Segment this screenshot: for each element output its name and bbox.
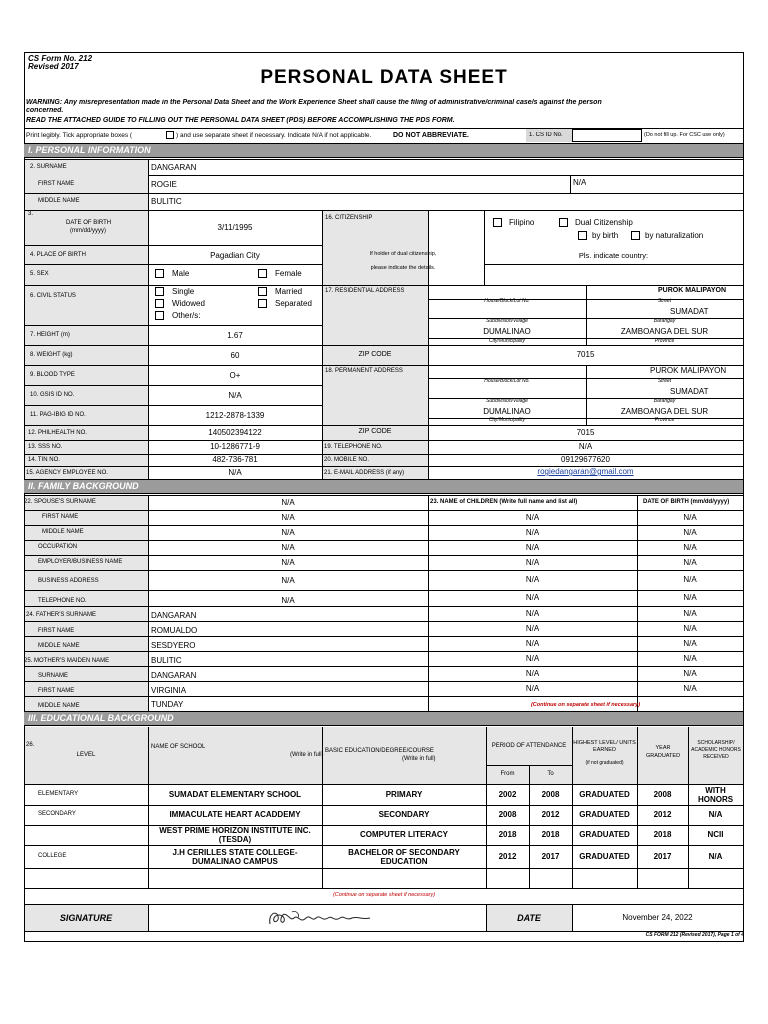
dob-label: DATE OF BIRTH: [66, 220, 112, 226]
res-house-caption: House/Block/Lot No.: [484, 298, 530, 304]
edu-school-field[interactable]: J.H CERILLES STATE COLLEGE-: [172, 848, 298, 857]
warning-text-2: concerned.: [26, 107, 64, 114]
perm-sub-caption: Subdivision/Village: [486, 398, 528, 404]
edu-to-field[interactable]: 2017: [541, 852, 560, 861]
dual-note-2: please indicate the details.: [370, 265, 436, 271]
edu-year-header: YEAR GRADUATED: [645, 745, 681, 759]
res-zip-field[interactable]: 7015: [576, 350, 595, 359]
spouse-surname-label: 22. SPOUSE'S SURNAME: [24, 499, 96, 505]
civil-widowed-checkbox[interactable]: [155, 299, 164, 308]
edu-honors-field[interactable]: N/A: [708, 810, 723, 819]
section-education-header: [24, 711, 743, 726]
child-dob-field[interactable]: N/A: [683, 593, 697, 602]
height-field[interactable]: 1.67: [227, 331, 243, 340]
gsis-field[interactable]: N/A: [228, 391, 242, 400]
spouse-surname-field[interactable]: N/A: [281, 498, 295, 507]
child-dob-field[interactable]: N/A: [683, 575, 697, 584]
child-name-field[interactable]: N/A: [525, 654, 540, 663]
edu-school-field-line2[interactable]: (TESDA): [218, 835, 252, 844]
res-sub-caption: Subdivision/Village: [486, 318, 528, 324]
form-revised: Revised 2017: [28, 62, 79, 71]
child-name-field[interactable]: N/A: [525, 593, 540, 602]
civil-married-label: Married: [275, 287, 303, 296]
perm-subdivision-field[interactable]: SUMADAT: [670, 387, 709, 396]
edu-course-header-2: (Write in full): [402, 756, 436, 762]
height-label: 7. HEIGHT (m): [30, 332, 70, 338]
mother-first-label: FIRST NAME: [38, 688, 75, 694]
edu-honors-field[interactable]: N/A: [708, 852, 723, 861]
father-middle-label: MIDDLE NAME: [38, 643, 80, 649]
mother-surname-field[interactable]: DANGARAN: [151, 671, 197, 680]
dob-field[interactable]: 3/11/1995: [217, 223, 253, 232]
sss-label: 13. SSS NO.: [28, 444, 63, 450]
father-first-label: FIRST NAME: [38, 628, 75, 634]
mother-first-field[interactable]: VIRGINIA: [151, 686, 187, 695]
child-name-field[interactable]: N/A: [525, 558, 540, 567]
perm-brgy-caption: Barangay: [653, 398, 676, 404]
dob-number: 3.: [28, 211, 34, 217]
edu-course-field[interactable]: BACHELOR OF SECONDARY: [348, 848, 460, 857]
perm-city-caption: City/Municipality: [488, 417, 526, 423]
res-zip-label: ZIP CODE: [358, 351, 392, 358]
name-extension-field[interactable]: N/A: [573, 178, 587, 187]
signature-label: SIGNATURE: [59, 913, 113, 923]
dual-note-1: If holder of dual citizenship,: [369, 251, 437, 257]
edu-to-field[interactable]: 2008: [541, 790, 560, 799]
tin-label: 14. TIN NO.: [28, 457, 60, 463]
res-city-caption: City/Municipality: [488, 338, 526, 344]
edu-from-header: From: [500, 771, 515, 777]
weight-field[interactable]: 60: [230, 351, 240, 360]
citizenship-label: 16. CITIZENSHIP: [325, 215, 373, 221]
civil-separated-label: Separated: [275, 299, 312, 308]
permanent-address-label: 18. PERMANENT ADDRESS: [325, 368, 403, 374]
child-name-field[interactable]: N/A: [525, 543, 540, 552]
edu-honors-field[interactable]: NCII: [707, 830, 724, 839]
edu-school-field[interactable]: SUMADAT ELEMENTARY SCHOOL: [168, 790, 302, 799]
res-province-caption: Province: [654, 338, 675, 344]
sex-label: 5. SEX: [30, 271, 49, 277]
edu-year-field[interactable]: 2018: [653, 830, 672, 839]
res-brgy-caption: Barangay: [653, 318, 676, 324]
warning-text: WARNING: Any misrepresentation made in the Personal Data Sheet and the Work Experience Sheet shall cause the filing of administrative/criminal case/s against the person: [26, 99, 602, 106]
edu-units-field[interactable]: GRADUATED: [579, 790, 630, 799]
edu-year-field[interactable]: 2017: [653, 852, 672, 861]
country-select[interactable]: [485, 265, 743, 284]
country-label: Pls. indicate country:: [578, 251, 649, 260]
surname-label: 2. SURNAME: [30, 164, 67, 170]
perm-zip-field[interactable]: 7015: [576, 428, 595, 437]
blood-type-label: 9. BLOOD TYPE: [30, 372, 75, 378]
perm-house-field[interactable]: PUROK MALIPAYON: [650, 366, 727, 375]
child-name-field[interactable]: N/A: [525, 528, 540, 537]
email-label: 21. E-MAIL ADDRESS (if any): [324, 470, 405, 476]
father-middle-field[interactable]: SESDYERO: [151, 641, 196, 650]
first-name-field[interactable]: ROGIE: [151, 180, 177, 189]
edu-number: 26.: [26, 742, 35, 748]
pob-field[interactable]: Pagadian City: [210, 251, 260, 260]
edu-to-field[interactable]: 2012: [541, 810, 560, 819]
edu-units-header: HIGHEST LEVEL/ UNITS EARNED: [573, 740, 636, 753]
edu-from-field[interactable]: 2018: [498, 830, 517, 839]
civil-married-checkbox[interactable]: [258, 287, 267, 296]
tin-field[interactable]: 482-736-781: [212, 455, 258, 464]
dual-citizenship-checkbox[interactable]: [559, 218, 568, 227]
dual-citizenship-label: Dual Citizenship: [575, 218, 633, 227]
child-name-field[interactable]: N/A: [525, 669, 540, 678]
employer-label: EMPLOYER/BUSINESS NAME: [38, 559, 123, 565]
res-street-caption: Street: [657, 298, 672, 304]
print-instruction: Print legibly. Tick appropriate boxes (: [26, 132, 133, 139]
gsis-label: 10. GSIS ID NO.: [30, 392, 75, 398]
edu-honors-field[interactable]: WITH: [705, 786, 726, 795]
edu-school-header-2: (Write in full): [290, 752, 324, 758]
children-dob-header: DATE OF BIRTH (mm/dd/yyyy): [643, 499, 730, 505]
edu-units-field[interactable]: GRADUATED: [579, 852, 630, 861]
dob-format: (mm/dd/yyyy): [70, 228, 106, 234]
child-dob-field[interactable]: N/A: [683, 528, 697, 537]
agency-label: 15. AGENCY EMPLOYEE NO.: [26, 470, 108, 476]
date-field[interactable]: November 24, 2022: [622, 913, 693, 922]
edu-from-field[interactable]: 2012: [498, 852, 517, 861]
read-guide: READ THE ATTACHED GUIDE TO FILLING OUT THE PERSONAL DATA SHEET (PDS) BEFORE ACCOMPLISHING THE PDS FORM.: [26, 117, 455, 124]
res-house-field[interactable]: PUROK MALIPAYON: [658, 287, 727, 294]
civil-single-label: Single: [172, 287, 195, 296]
edu-units-field[interactable]: GRADUATED: [579, 810, 630, 819]
civil-others-label: Other/s:: [172, 311, 201, 320]
res-province-field[interactable]: ZAMBOANGA DEL SUR: [620, 327, 709, 336]
children-header: 23. NAME of CHILDREN (Write full name and list all): [430, 499, 578, 505]
edu-units-header-2: (if not graduated): [585, 760, 624, 766]
section-personal-title: I. PERSONAL INFORMATION: [28, 145, 151, 155]
edu-school-field-line2[interactable]: DUMALINAO CAMPUS: [192, 857, 278, 866]
res-city-field[interactable]: DUMALINAO: [483, 327, 531, 336]
pagibig-label: 11. PAG-IBIG ID NO.: [30, 412, 86, 418]
section-personal-header: [24, 143, 743, 158]
father-surname-field[interactable]: DANGARAN: [151, 611, 197, 620]
occupation-field[interactable]: N/A: [281, 543, 295, 552]
telephone-label: 19. TELEPHONE NO.: [324, 444, 383, 450]
employer-field[interactable]: N/A: [281, 558, 295, 567]
page-title: PERSONAL DATA SHEET: [260, 67, 508, 88]
by-naturalization-label: by naturalization: [645, 231, 704, 240]
child-dob-field[interactable]: N/A: [683, 513, 697, 522]
edu-to-header: To: [547, 771, 554, 777]
weight-label: 8. WEIGHT (kg): [30, 352, 73, 358]
date-label: DATE: [517, 913, 541, 923]
no-abbreviate: DO NOT ABBREVIATE.: [393, 132, 469, 139]
first-name-label: FIRST NAME: [38, 181, 75, 187]
section-family-title: II. FAMILY BACKGROUND: [28, 481, 139, 491]
father-surname-label: 24. FATHER'S SURNAME: [26, 612, 97, 618]
handwritten-signature: [262, 906, 382, 930]
philhealth-label: 12. PHILHEALTH NO.: [28, 430, 87, 436]
sss-field[interactable]: 10-1286771-9: [210, 442, 260, 451]
cs-id-note: (Do not fill up. For CSC use only): [644, 132, 725, 138]
middle-name-field[interactable]: BULITIC: [151, 197, 182, 206]
edu-period-header: PERIOD OF ATTENDANCE: [491, 743, 567, 749]
child-name-field[interactable]: N/A: [525, 609, 540, 618]
child-name-field[interactable]: N/A: [525, 575, 540, 584]
edu-level-field: SECONDARY: [38, 811, 76, 817]
edu-year-field[interactable]: 2012: [653, 810, 672, 819]
father-first-field[interactable]: ROMUALDO: [151, 626, 198, 635]
perm-street-caption: Street: [657, 378, 672, 384]
edu-from-field[interactable]: 2002: [498, 790, 517, 799]
child-dob-field[interactable]: N/A: [683, 684, 697, 693]
filipino-label: Filipino: [509, 218, 535, 227]
child-dob-field[interactable]: N/A: [683, 669, 697, 678]
residential-address-label: 17. RESIDENTIAL ADDRESS: [325, 288, 405, 294]
form-footer-code: CS FORM 212 (Revised 2017), Page 1 of 4: [645, 932, 744, 938]
edu-course-field-line2[interactable]: EDUCATION: [380, 857, 428, 866]
edu-to-field[interactable]: 2018: [541, 830, 560, 839]
agency-field[interactable]: N/A: [228, 468, 242, 477]
mother-middle-label: MIDDLE NAME: [38, 703, 80, 709]
perm-house-caption: House/Block/Lot No.: [484, 378, 530, 384]
edu-year-field[interactable]: 2008: [653, 790, 672, 799]
perm-province-caption: Province: [654, 417, 675, 423]
perm-zip-label: ZIP CODE: [358, 428, 392, 435]
edu-course-header: BASIC EDUCATION/DEGREE/COURSE: [325, 748, 434, 754]
edu-level-field: COLLEGE: [38, 853, 67, 859]
child-name-field[interactable]: N/A: [525, 639, 540, 648]
mobile-field[interactable]: 09129677620: [561, 455, 610, 464]
edu-level-header: LEVEL: [76, 752, 96, 758]
philhealth-field[interactable]: 140502394122: [208, 428, 262, 437]
edu-course-field[interactable]: PRIMARY: [385, 790, 423, 799]
edu-school-field[interactable]: WEST PRIME HORIZON INSTITUTE INC.: [159, 826, 311, 835]
edu-school-header: NAME OF SCHOOL: [151, 744, 206, 750]
signature-field[interactable]: [262, 906, 382, 930]
by-naturalization-checkbox[interactable]: [631, 231, 640, 240]
spouse-middle-label: MIDDLE NAME: [42, 529, 84, 535]
child-dob-field[interactable]: N/A: [683, 654, 697, 663]
res-subdivision-field[interactable]: SUMADAT: [670, 307, 709, 316]
print-instruction-2: ) and use separate sheet if necessary. Indicate N/A if not applicable.: [176, 132, 372, 139]
edu-from-field[interactable]: 2008: [498, 810, 517, 819]
spouse-telephone-label: TELEPHONE NO.: [38, 598, 87, 604]
perm-city-field[interactable]: DUMALINAO: [483, 407, 531, 416]
perm-province-field[interactable]: ZAMBOANGA DEL SUR: [620, 407, 709, 416]
section-family-header: [24, 479, 743, 494]
email-field[interactable]: rogiedangaran@gmail.com: [537, 467, 634, 476]
section-education-title: III. EDUCATIONAL BACKGROUND: [28, 713, 174, 723]
edu-continue-note: (Continue on separate sheet if necessary): [332, 892, 436, 898]
edu-course-field[interactable]: COMPUTER LITERACY: [360, 830, 448, 839]
civil-single-checkbox[interactable]: [155, 287, 164, 296]
civil-others-checkbox[interactable]: [155, 311, 164, 320]
cs-id-label: 1. CS ID No.: [529, 132, 563, 138]
family-continue-note: (Continue on separate sheet if necessary): [530, 702, 641, 708]
mother-maiden-field[interactable]: BULITIC: [151, 656, 182, 665]
filipino-checkbox[interactable]: [493, 218, 502, 227]
child-name-field[interactable]: N/A: [525, 513, 540, 522]
edu-honors-header: SCHOLARSHIP/ ACADEMIC HONORS RECEIVED: [691, 740, 741, 760]
edu-honors-field-line2[interactable]: HONORS: [697, 795, 734, 804]
mother-surname-label: SURNAME: [38, 673, 69, 679]
sex-female-checkbox[interactable]: [258, 269, 267, 278]
mother-maiden-label: 25. MOTHER'S MAIDEN NAME: [24, 658, 110, 664]
child-name-field[interactable]: N/A: [525, 624, 540, 633]
telephone-field[interactable]: N/A: [578, 442, 593, 451]
edu-units-field[interactable]: GRADUATED: [579, 830, 630, 839]
by-birth-label: by birth: [592, 231, 619, 240]
business-address-field[interactable]: N/A: [281, 576, 295, 585]
spouse-first-field[interactable]: N/A: [281, 513, 295, 522]
surname-field[interactable]: DANGARAN: [151, 163, 197, 172]
by-birth-checkbox[interactable]: [578, 231, 587, 240]
child-dob-field[interactable]: N/A: [683, 624, 697, 633]
spouse-middle-field[interactable]: N/A: [281, 528, 295, 537]
spouse-first-label: FIRST NAME: [42, 514, 79, 520]
pagibig-field[interactable]: 1212-2878-1339: [205, 411, 265, 420]
spouse-telephone-field[interactable]: N/A: [281, 596, 295, 605]
business-address-label: BUSINESS ADDRESS: [38, 578, 99, 584]
mother-middle-field[interactable]: TUNDAY: [151, 700, 184, 709]
child-name-field[interactable]: N/A: [525, 684, 540, 693]
child-dob-field[interactable]: N/A: [683, 639, 697, 648]
civil-status-label: 6. CIVIL STATUS: [30, 293, 76, 299]
child-dob-field[interactable]: N/A: [683, 558, 697, 567]
civil-separated-checkbox[interactable]: [258, 299, 267, 308]
occupation-label: OCCUPATION: [38, 544, 78, 550]
edu-school-field[interactable]: IMMACULATE HEART ACADDEMY: [169, 810, 301, 819]
edu-level-field: ELEMENTARY: [38, 791, 79, 797]
sex-male-checkbox[interactable]: [155, 269, 164, 278]
mobile-label: 20. MOBILE NO.: [324, 457, 370, 463]
form-code: CS Form No. 212: [28, 54, 93, 63]
pob-label: 4. PLACE OF BIRTH: [30, 252, 86, 258]
child-dob-field[interactable]: N/A: [683, 543, 697, 552]
edu-course-field[interactable]: SECONDARY: [378, 810, 430, 819]
middle-name-label: MIDDLE NAME: [38, 198, 80, 204]
child-dob-field[interactable]: N/A: [683, 609, 697, 618]
blood-type-field[interactable]: O+: [229, 371, 241, 380]
civil-widowed-label: Widowed: [172, 299, 205, 308]
sex-female-label: Female: [275, 269, 302, 278]
sex-male-label: Male: [172, 269, 190, 278]
